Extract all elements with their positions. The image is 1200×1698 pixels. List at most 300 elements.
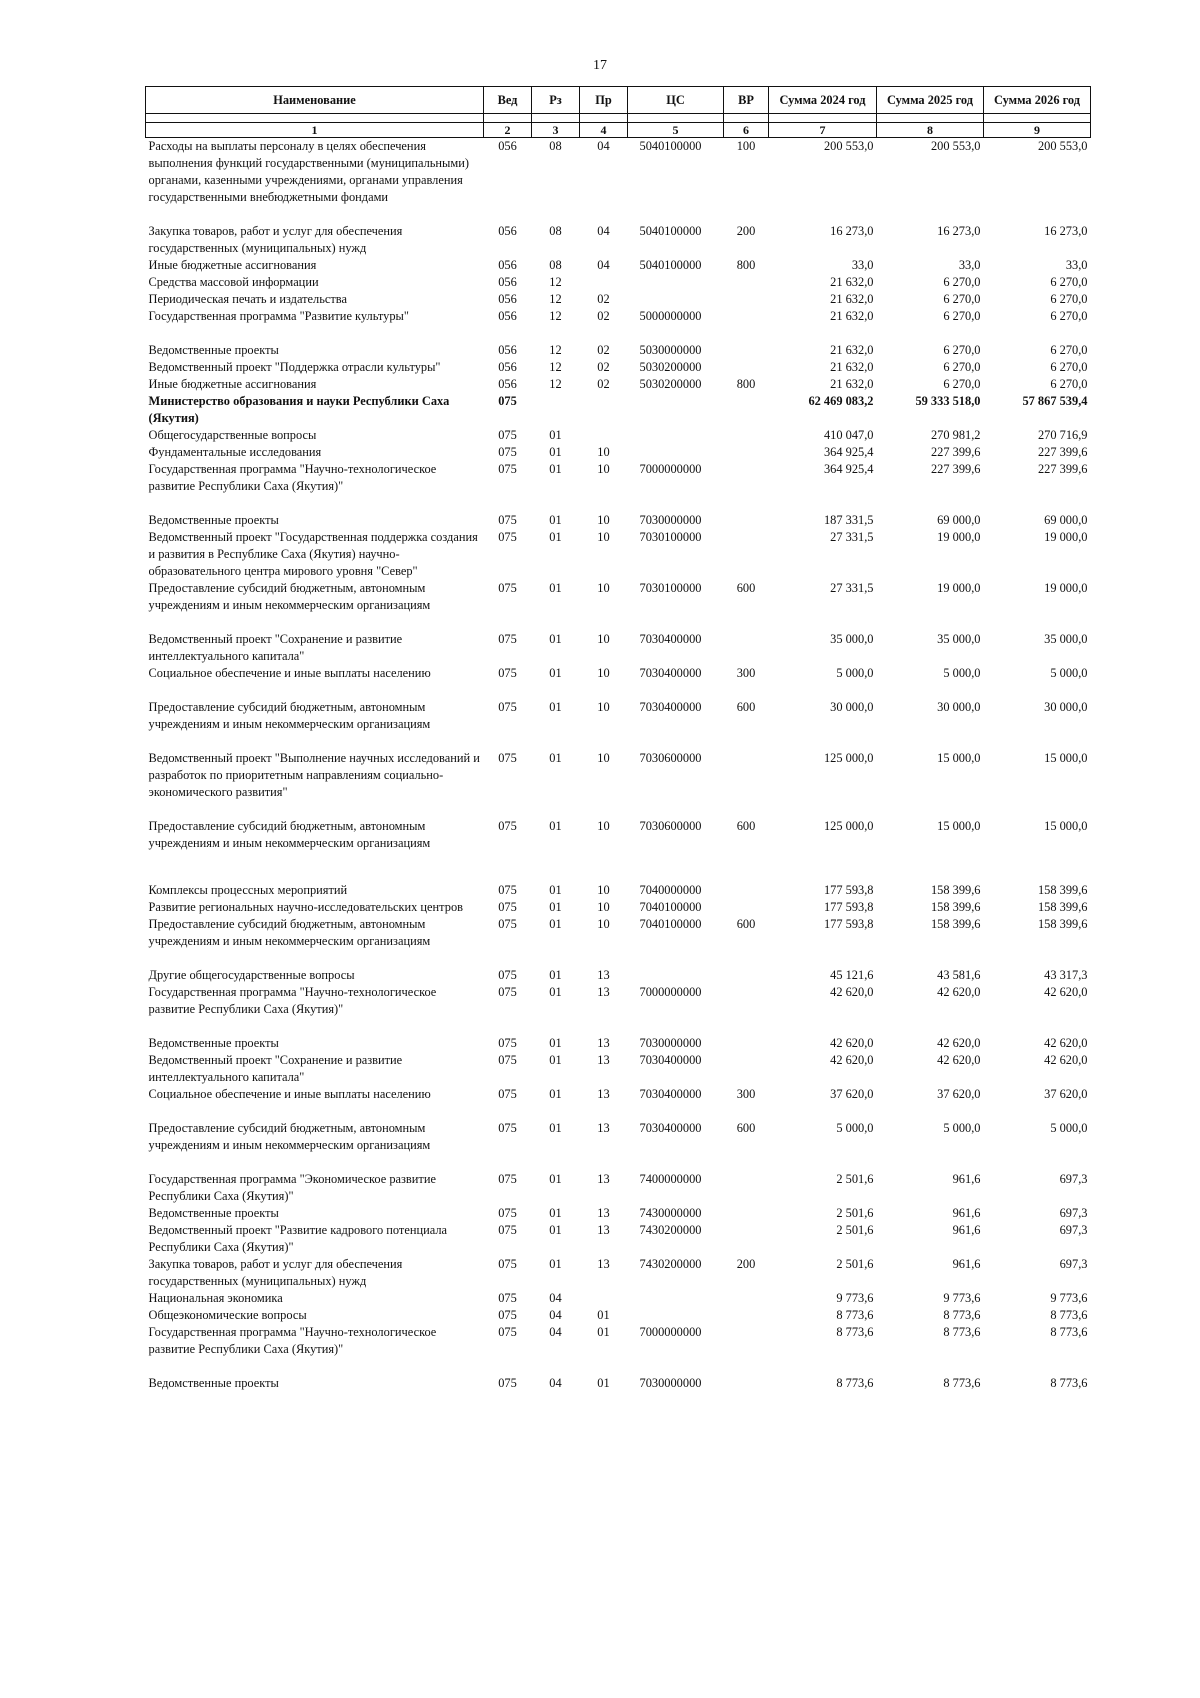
- table-row: [146, 967, 1091, 984]
- row-vr: [724, 1035, 769, 1052]
- table-row: [146, 750, 1091, 818]
- row-pr: 13: [597, 1223, 610, 1237]
- table-row: [146, 1222, 1091, 1256]
- row-sum-2024: 16 273,0: [830, 224, 874, 238]
- row-rz: 01: [549, 1206, 562, 1220]
- row-ved: 075: [498, 1376, 517, 1390]
- row-name: Предоставление субсидий бюджетным, автономным учреждениям и иным некоммерческим организациям: [148, 819, 431, 850]
- row-ved: 075: [498, 666, 517, 680]
- row-vr: [724, 359, 769, 376]
- row-cs: 5040100000: [639, 258, 702, 272]
- row-sum-2024: 2 501,6: [836, 1172, 874, 1186]
- row-vr: [724, 967, 769, 984]
- row-rz: 01: [549, 751, 562, 765]
- row-sum-2026: 227 399,6: [1037, 445, 1088, 459]
- row-sum-2026: 200 553,0: [1037, 139, 1088, 153]
- row-sum-2026: 158 399,6: [1037, 917, 1088, 931]
- table-row: [146, 291, 1091, 308]
- row-ved: 075: [498, 700, 517, 714]
- row-sum-2026: 6 270,0: [1050, 360, 1088, 374]
- row-sum-2025: 270 981,2: [930, 428, 981, 442]
- table-header: [146, 87, 1091, 138]
- row-vr: [724, 1222, 769, 1256]
- row-rz: 01: [549, 819, 562, 833]
- row-sum-2026: 16 273,0: [1044, 224, 1088, 238]
- row-vr: [724, 1307, 769, 1324]
- header-pr: Пр: [580, 87, 628, 114]
- row-name: Государственная программа "Экономическое развитие Республики Саха (Якутия)": [148, 1172, 436, 1203]
- row-rz: 04: [549, 1325, 562, 1339]
- row-sum-2026: 158 399,6: [1037, 900, 1088, 914]
- row-name: Общегосударственные вопросы: [148, 428, 317, 442]
- header-sum-2025: Сумма 2025 год: [877, 87, 984, 114]
- row-sum-2026: 158 399,6: [1037, 883, 1088, 897]
- row-name: Ведомственные проекты: [148, 343, 279, 357]
- row-ved: 075: [498, 1291, 517, 1305]
- row-pr: 10: [597, 700, 610, 714]
- row-sum-2025: 158 399,6: [930, 917, 981, 931]
- row-pr: [580, 1290, 628, 1307]
- row-sum-2026: 697,3: [1059, 1206, 1088, 1220]
- row-sum-2024: 8 773,6: [836, 1376, 874, 1390]
- row-name: Иные бюджетные ассигнования: [148, 377, 317, 391]
- table-row: [146, 529, 1091, 580]
- row-ved: 075: [498, 1308, 517, 1322]
- row-name: Ведомственный проект "Сохранение и развитие интеллектуального капитала": [148, 632, 403, 663]
- row-name: Ведомственный проект "Поддержка отрасли культуры": [148, 360, 441, 374]
- row-ved: 075: [498, 1206, 517, 1220]
- row-pr: 02: [597, 377, 610, 391]
- row-name: Социальное обеспечение и иные выплаты населению: [148, 1087, 431, 1101]
- row-cs: 7030000000: [639, 1036, 702, 1050]
- table-row: [146, 461, 1091, 512]
- table-row: [146, 1086, 1091, 1120]
- row-vr: [724, 1290, 769, 1307]
- row-rz: 01: [549, 666, 562, 680]
- row-ved: 075: [498, 1325, 517, 1339]
- row-rz: 12: [549, 275, 562, 289]
- row-sum-2026: 5 000,0: [1050, 666, 1088, 680]
- row-ved: 075: [498, 1036, 517, 1050]
- row-rz: 12: [549, 292, 562, 306]
- row-ved: 075: [498, 1121, 517, 1135]
- row-vr: [724, 274, 769, 291]
- table-row: [146, 1256, 1091, 1290]
- row-pr: 10: [597, 751, 610, 765]
- row-rz: 04: [549, 1308, 562, 1322]
- header-ved: Вед: [484, 87, 532, 114]
- row-ved: 075: [498, 462, 517, 476]
- table-row: [146, 1375, 1091, 1392]
- row-sum-2025: 30 000,0: [937, 700, 981, 714]
- row-sum-2025: 19 000,0: [937, 581, 981, 595]
- row-sum-2025: 19 000,0: [937, 530, 981, 544]
- row-cs: 5000000000: [639, 309, 702, 323]
- row-rz: 01: [549, 1036, 562, 1050]
- row-rz: 04: [549, 1376, 562, 1390]
- table-row: [146, 308, 1091, 342]
- table-row: [146, 882, 1091, 899]
- row-cs: 7030400000: [639, 666, 702, 680]
- table-row: [146, 1307, 1091, 1324]
- row-sum-2026: 33,0: [1065, 258, 1088, 272]
- column-number: 1: [146, 123, 484, 138]
- row-cs: 7430200000: [639, 1257, 702, 1271]
- row-vr: [724, 291, 769, 308]
- row-vr: 200: [736, 224, 756, 238]
- row-rz: 08: [549, 258, 562, 272]
- column-number: 7: [769, 123, 877, 138]
- row-sum-2025: 35 000,0: [937, 632, 981, 646]
- row-vr: 300: [736, 1087, 756, 1101]
- row-pr: 13: [597, 1036, 610, 1050]
- row-sum-2025: 42 620,0: [937, 1036, 981, 1050]
- row-rz: 04: [549, 1291, 562, 1305]
- row-rz: 08: [549, 139, 562, 153]
- row-sum-2024: 410 047,0: [823, 428, 874, 442]
- row-ved: 056: [498, 360, 517, 374]
- row-pr: 01: [597, 1376, 610, 1390]
- row-sum-2024: 35 000,0: [830, 632, 874, 646]
- header-vr: ВР: [724, 87, 769, 114]
- column-number: 8: [877, 123, 984, 138]
- row-cs: 7430200000: [639, 1223, 702, 1237]
- row-sum-2024: 62 469 083,2: [808, 394, 874, 408]
- row-pr: 02: [597, 292, 610, 306]
- row-sum-2025: 6 270,0: [943, 292, 981, 306]
- row-ved: 075: [498, 632, 517, 646]
- row-name: Иные бюджетные ассигнования: [148, 258, 317, 272]
- column-number-row: [146, 123, 1091, 138]
- table-row: [146, 984, 1091, 1035]
- row-sum-2024: 177 593,8: [823, 883, 874, 897]
- row-name: Предоставление субсидий бюджетным, автономным учреждениям и иным некоммерческим организациям: [148, 581, 431, 612]
- row-cs: [628, 1290, 724, 1307]
- row-sum-2024: 9 773,6: [836, 1291, 874, 1305]
- row-pr: 13: [597, 1053, 610, 1067]
- row-ved: 075: [498, 1257, 517, 1271]
- row-name: Государственная программа "Научно-технологическое развитие Республики Саха (Якутия)": [148, 1325, 437, 1356]
- row-cs: 7030400000: [639, 1053, 702, 1067]
- row-cs: [628, 393, 724, 427]
- row-sum-2026: 35 000,0: [1044, 632, 1088, 646]
- row-rz: 01: [549, 1172, 562, 1186]
- row-ved: 056: [498, 275, 517, 289]
- row-sum-2024: 21 632,0: [830, 360, 874, 374]
- row-rz: 01: [549, 1053, 562, 1067]
- row-ved: 056: [498, 258, 517, 272]
- row-pr: 02: [597, 309, 610, 323]
- row-sum-2024: 33,0: [851, 258, 874, 272]
- row-ved: 075: [498, 883, 517, 897]
- row-pr: 10: [597, 900, 610, 914]
- row-sum-2024: 30 000,0: [830, 700, 874, 714]
- row-sum-2026: 270 716,9: [1037, 428, 1088, 442]
- row-ved: 075: [498, 513, 517, 527]
- table-row: [146, 1052, 1091, 1086]
- row-sum-2026: 6 270,0: [1050, 275, 1088, 289]
- row-pr: 13: [597, 968, 610, 982]
- row-pr: 02: [597, 343, 610, 357]
- row-cs: 7000000000: [639, 462, 702, 476]
- row-cs: 7030400000: [639, 632, 702, 646]
- row-sum-2025: 33,0: [958, 258, 981, 272]
- row-rz: 01: [549, 632, 562, 646]
- row-pr: 10: [597, 530, 610, 544]
- row-name: Ведомственный проект "Выполнение научных исследований и разработок по приоритетным направлениям социально-экономического развития": [148, 751, 480, 799]
- row-sum-2025: 961,6: [952, 1223, 981, 1237]
- table-row: [146, 665, 1091, 699]
- table-row: [146, 631, 1091, 665]
- row-vr: [724, 631, 769, 665]
- row-ved: 075: [498, 985, 517, 999]
- row-sum-2026: 6 270,0: [1050, 309, 1088, 323]
- row-rz: 08: [549, 224, 562, 238]
- row-vr: [724, 1171, 769, 1205]
- row-cs: [628, 967, 724, 984]
- table-row: [146, 1205, 1091, 1222]
- header-name: Наименование: [146, 87, 484, 114]
- row-sum-2024: 2 501,6: [836, 1206, 874, 1220]
- row-ved: 075: [498, 1053, 517, 1067]
- row-sum-2024: 125 000,0: [823, 819, 874, 833]
- row-rz: 01: [549, 1087, 562, 1101]
- row-pr: 13: [597, 1172, 610, 1186]
- row-pr: 13: [597, 1206, 610, 1220]
- row-ved: 056: [498, 377, 517, 391]
- row-ved: 056: [498, 139, 517, 153]
- row-name: Министерство образования и науки Республики Саха (Якутия): [148, 394, 450, 425]
- row-cs: 7030600000: [639, 819, 702, 833]
- table-row: [146, 444, 1091, 461]
- row-cs: 7030000000: [639, 1376, 702, 1390]
- row-cs: [628, 444, 724, 461]
- row-cs: 7040100000: [639, 917, 702, 931]
- row-sum-2026: 69 000,0: [1044, 513, 1088, 527]
- row-cs: 7030000000: [639, 513, 702, 527]
- header-cs: ЦС: [628, 87, 724, 114]
- row-sum-2024: 177 593,8: [823, 900, 874, 914]
- row-sum-2024: 42 620,0: [830, 985, 874, 999]
- row-name: Закупка товаров, работ и услуг для обеспечения государственных (муниципальных) нужд: [148, 1257, 403, 1288]
- row-rz: 01: [549, 700, 562, 714]
- row-sum-2025: 42 620,0: [937, 1053, 981, 1067]
- row-name: Предоставление субсидий бюджетным, автономным учреждениям и иным некоммерческим организациям: [148, 700, 431, 731]
- row-sum-2026: 42 620,0: [1044, 985, 1088, 999]
- row-name: Общеэкономические вопросы: [148, 1308, 307, 1322]
- row-rz: 01: [549, 462, 562, 476]
- row-rz: 01: [549, 428, 562, 442]
- row-name: Периодическая печать и издательства: [148, 292, 347, 306]
- row-sum-2025: 158 399,6: [930, 883, 981, 897]
- row-sum-2024: 187 331,5: [823, 513, 874, 527]
- row-cs: 5030200000: [639, 377, 702, 391]
- row-cs: 7400000000: [639, 1172, 702, 1186]
- row-ved: 056: [498, 224, 517, 238]
- row-cs: [628, 1307, 724, 1324]
- table-row: [146, 376, 1091, 393]
- row-sum-2024: 21 632,0: [830, 377, 874, 391]
- row-name: Ведомственные проекты: [148, 1376, 279, 1390]
- row-ved: 056: [498, 343, 517, 357]
- row-sum-2026: 42 620,0: [1044, 1053, 1088, 1067]
- row-sum-2024: 27 331,5: [830, 581, 874, 595]
- row-sum-2024: 5 000,0: [836, 1121, 874, 1135]
- row-sum-2026: 42 620,0: [1044, 1036, 1088, 1050]
- header-rz: Рз: [532, 87, 580, 114]
- row-sum-2025: 69 000,0: [937, 513, 981, 527]
- column-number: 2: [484, 123, 532, 138]
- row-cs: [628, 291, 724, 308]
- row-pr: 13: [597, 1121, 610, 1135]
- row-vr: 600: [736, 917, 756, 931]
- table-row: [146, 916, 1091, 967]
- row-ved: 056: [498, 292, 517, 306]
- row-sum-2025: 8 773,6: [943, 1376, 981, 1390]
- row-ved: 075: [498, 428, 517, 442]
- table-row: [146, 274, 1091, 291]
- row-rz: 01: [549, 530, 562, 544]
- row-pr: 10: [597, 462, 610, 476]
- row-name: Национальная экономика: [148, 1291, 283, 1305]
- row-sum-2024: 125 000,0: [823, 751, 874, 765]
- row-cs: 7430000000: [639, 1206, 702, 1220]
- row-rz: [532, 393, 580, 427]
- row-sum-2025: 37 620,0: [937, 1087, 981, 1101]
- row-vr: 600: [736, 700, 756, 714]
- row-ved: 056: [498, 309, 517, 323]
- row-cs: 7000000000: [639, 985, 702, 999]
- budget-table: [145, 86, 1091, 1392]
- row-name: Комплексы процессных мероприятий: [148, 883, 348, 897]
- row-sum-2026: 8 773,6: [1050, 1308, 1088, 1322]
- row-cs: 7030400000: [639, 1121, 702, 1135]
- row-sum-2025: 16 273,0: [937, 224, 981, 238]
- table-row: [146, 1324, 1091, 1375]
- row-cs: 5030200000: [639, 360, 702, 374]
- row-sum-2025: 200 553,0: [930, 139, 981, 153]
- header-sum-2026: Сумма 2026 год: [984, 87, 1091, 114]
- row-pr: 13: [597, 1257, 610, 1271]
- row-sum-2026: 30 000,0: [1044, 700, 1088, 714]
- row-sum-2026: 43 317,3: [1044, 968, 1088, 982]
- row-ved: 075: [498, 917, 517, 931]
- table-row: [146, 818, 1091, 882]
- row-pr: 01: [597, 1325, 610, 1339]
- row-sum-2025: 6 270,0: [943, 275, 981, 289]
- row-rz: 01: [549, 900, 562, 914]
- row-cs: [628, 427, 724, 444]
- row-vr: 100: [736, 139, 756, 153]
- row-cs: 7040100000: [639, 900, 702, 914]
- row-sum-2026: 6 270,0: [1050, 292, 1088, 306]
- row-sum-2025: 8 773,6: [943, 1308, 981, 1322]
- row-vr: 600: [736, 581, 756, 595]
- row-vr: [724, 1375, 769, 1392]
- table-row: [146, 1290, 1091, 1307]
- row-sum-2026: 15 000,0: [1044, 819, 1088, 833]
- row-cs: [628, 274, 724, 291]
- row-pr: 10: [597, 445, 610, 459]
- row-vr: [724, 750, 769, 818]
- row-pr: 10: [597, 666, 610, 680]
- row-rz: 12: [549, 343, 562, 357]
- row-sum-2025: 6 270,0: [943, 377, 981, 391]
- row-name: Предоставление субсидий бюджетным, автономным учреждениям и иным некоммерческим организациям: [148, 1121, 431, 1152]
- row-name: Государственная программа "Научно-технологическое развитие Республики Саха (Якутия)": [148, 462, 437, 493]
- row-sum-2025: 59 333 518,0: [915, 394, 981, 408]
- row-vr: [724, 427, 769, 444]
- row-name: Ведомственные проекты: [148, 513, 279, 527]
- row-sum-2024: 42 620,0: [830, 1036, 874, 1050]
- row-rz: 12: [549, 360, 562, 374]
- row-rz: 01: [549, 445, 562, 459]
- row-vr: 600: [736, 1121, 756, 1135]
- row-name: Закупка товаров, работ и услуг для обеспечения государственных (муниципальных) нужд: [148, 224, 403, 255]
- row-ved: 075: [498, 819, 517, 833]
- row-vr: 800: [736, 258, 756, 272]
- row-sum-2025: 961,6: [952, 1172, 981, 1186]
- table-row: [146, 699, 1091, 750]
- row-pr: 10: [597, 883, 610, 897]
- row-sum-2026: 19 000,0: [1044, 581, 1088, 595]
- row-ved: 075: [498, 968, 517, 982]
- row-vr: 300: [736, 666, 756, 680]
- row-sum-2026: 8 773,6: [1050, 1376, 1088, 1390]
- row-pr: [580, 427, 628, 444]
- row-rz: 12: [549, 377, 562, 391]
- row-sum-2025: 5 000,0: [943, 666, 981, 680]
- row-sum-2025: 9 773,6: [943, 1291, 981, 1305]
- row-sum-2026: 37 620,0: [1044, 1087, 1088, 1101]
- row-rz: 01: [549, 985, 562, 999]
- row-sum-2024: 21 632,0: [830, 275, 874, 289]
- row-cs: 7030100000: [639, 530, 702, 544]
- row-sum-2024: 37 620,0: [830, 1087, 874, 1101]
- table-row: [146, 427, 1091, 444]
- row-name: Ведомственный проект "Сохранение и развитие интеллектуального капитала": [148, 1053, 403, 1084]
- row-sum-2024: 21 632,0: [830, 309, 874, 323]
- row-rz: 01: [549, 581, 562, 595]
- page-number: 17: [593, 58, 607, 73]
- column-number: 5: [628, 123, 724, 138]
- row-sum-2024: 364 925,4: [823, 445, 874, 459]
- row-cs: 7030100000: [639, 581, 702, 595]
- row-name: Ведомственный проект "Развитие кадрового потенциала Республики Саха (Якутия)": [148, 1223, 448, 1254]
- row-ved: 075: [498, 445, 517, 459]
- table-row: [146, 899, 1091, 916]
- row-ved: 075: [498, 1087, 517, 1101]
- row-pr: [580, 393, 628, 427]
- row-vr: [724, 882, 769, 899]
- row-sum-2025: 15 000,0: [937, 819, 981, 833]
- row-sum-2024: 2 501,6: [836, 1223, 874, 1237]
- row-sum-2026: 6 270,0: [1050, 377, 1088, 391]
- row-pr: 10: [597, 581, 610, 595]
- table-row: [146, 1120, 1091, 1171]
- row-sum-2024: 5 000,0: [836, 666, 874, 680]
- row-sum-2025: 227 399,6: [930, 445, 981, 459]
- row-sum-2025: 43 581,6: [937, 968, 981, 982]
- row-sum-2026: 6 270,0: [1050, 343, 1088, 357]
- row-vr: 600: [736, 819, 756, 833]
- row-sum-2025: 6 270,0: [943, 343, 981, 357]
- row-sum-2024: 8 773,6: [836, 1308, 874, 1322]
- row-sum-2024: 21 632,0: [830, 343, 874, 357]
- row-cs: 7040000000: [639, 883, 702, 897]
- row-sum-2025: 6 270,0: [943, 309, 981, 323]
- row-ved: 075: [498, 900, 517, 914]
